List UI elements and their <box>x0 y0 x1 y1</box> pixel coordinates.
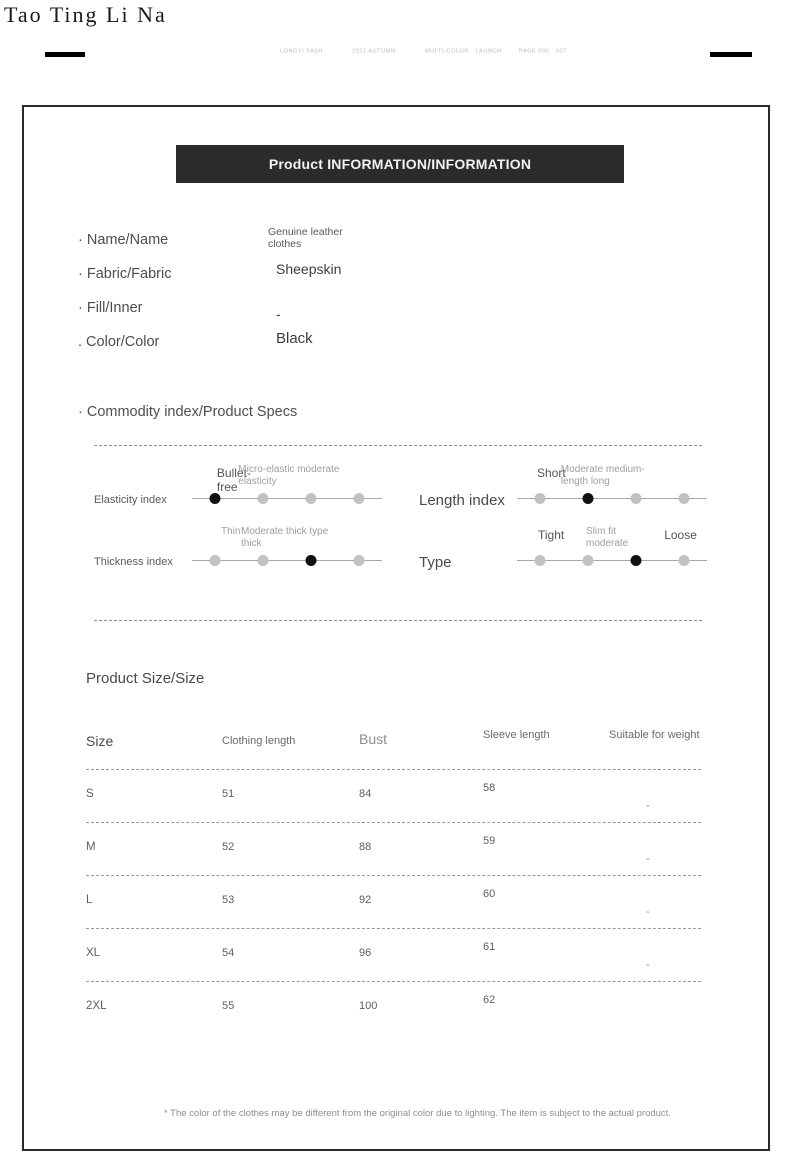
commodity-index-label: Type <box>419 554 452 571</box>
spec-label: · Name/Name <box>78 232 169 248</box>
header-rule-right <box>710 52 752 57</box>
table-cell: M <box>86 841 96 853</box>
slider-dot[interactable] <box>354 555 365 566</box>
spec-list <box>78 226 718 368</box>
table-cell: 60 <box>483 888 496 900</box>
table-cell: 100 <box>359 1000 378 1012</box>
slider-dot[interactable] <box>679 555 690 566</box>
table-row <box>86 769 701 822</box>
product-information-banner <box>176 145 624 183</box>
brand-title: Tao Ting Li Na <box>4 2 167 27</box>
table-cell: 61 <box>483 941 496 953</box>
spec-value: - <box>276 306 281 322</box>
spec-row <box>78 300 718 334</box>
table-cell: 62 <box>483 994 496 1006</box>
header-tag: 2021 AUTUMN <box>352 47 396 55</box>
table-column-header: Sleeve length <box>483 729 550 741</box>
commodity-index-slider[interactable] <box>517 524 707 570</box>
slider-dot[interactable] <box>534 555 545 566</box>
footer-disclaimer: * The color of the clothes may be different from the original color due to lighting. The item is subject to the actual product. <box>164 1108 671 1119</box>
slider-dot[interactable] <box>679 493 690 504</box>
table-cell: 58 <box>483 782 496 794</box>
slider-caption: Tight <box>538 528 565 542</box>
slider-dot[interactable] <box>354 493 365 504</box>
table-cell: - <box>646 959 650 971</box>
table-header-row <box>86 717 701 769</box>
commodity-index-label: Elasticity index <box>94 494 167 506</box>
spec-value: Black <box>276 330 313 347</box>
spec-row <box>78 261 718 300</box>
table-column-header: Size <box>86 733 114 749</box>
table-row <box>86 981 701 1034</box>
table-cell: 84 <box>359 788 372 800</box>
banner-title: Product INFORMATION/INFORMATION <box>268 156 532 172</box>
table-cell: - <box>646 853 650 865</box>
table-cell: 92 <box>359 894 372 906</box>
table-row <box>86 822 701 875</box>
commodity-index-slider[interactable] <box>517 462 707 508</box>
table-cell: 55 <box>222 1000 235 1012</box>
table-row <box>86 875 701 928</box>
commodity-index-slider[interactable] <box>192 462 382 508</box>
spec-value: Genuine leather clothes <box>268 226 343 251</box>
spec-label: · Fill/Inner <box>78 300 143 316</box>
divider-bottom <box>94 620 702 621</box>
spec-label: . Color/Color <box>78 334 160 350</box>
table-cell: - <box>646 906 650 918</box>
slider-caption: Bullet-free <box>216 466 251 495</box>
slider-dot[interactable] <box>534 493 545 504</box>
table-cell: 53 <box>222 894 235 906</box>
slider-caption: Thin <box>221 526 241 537</box>
slider-caption: Loose <box>664 528 697 542</box>
slider-dot[interactable] <box>257 493 268 504</box>
table-column-header: Clothing length <box>222 735 296 747</box>
slider-dot[interactable] <box>257 555 268 566</box>
table-cell: 88 <box>359 841 372 853</box>
spec-label: · Fabric/Fabric <box>78 266 172 282</box>
table-cell: 54 <box>222 947 235 959</box>
table-cell: 2XL <box>86 1000 107 1012</box>
header-tag: LONGYI FASH <box>280 47 324 55</box>
slider-dot[interactable] <box>209 555 220 566</box>
product-info-card <box>22 105 770 1151</box>
table-cell: - <box>646 800 650 812</box>
commodity-index-heading: · Commodity index/Product Specs <box>78 404 298 420</box>
table-cell: S <box>86 788 94 800</box>
table-cell: 51 <box>222 788 235 800</box>
slider-dot[interactable] <box>631 493 642 504</box>
size-table-heading: Product Size/Size <box>86 670 205 687</box>
slider-caption: Moderate thick type thick <box>241 526 329 549</box>
slider-dot-active[interactable] <box>582 493 593 504</box>
table-cell: L <box>86 894 93 906</box>
header-tag: MULTI-COLOR · LAUNCH <box>425 47 502 55</box>
header-tag-list <box>280 47 567 55</box>
slider-caption: Moderate medium-length long <box>560 464 645 487</box>
slider-caption: Micro-elastic moderate elasticity <box>238 464 340 487</box>
size-table <box>86 717 701 1034</box>
commodity-index-slider[interactable] <box>192 524 382 570</box>
table-row <box>86 928 701 981</box>
slider-caption: Slim fit moderate <box>586 526 629 549</box>
spec-row <box>78 330 718 368</box>
commodity-index-label: Length index <box>419 492 505 509</box>
slider-dot-active[interactable] <box>306 555 317 566</box>
header-tag: PAGE 006 · 007 <box>519 47 567 55</box>
spec-value: Sheepskin <box>276 261 342 277</box>
slider-dot[interactable] <box>306 493 317 504</box>
spec-row <box>78 226 718 266</box>
slider-dot-active[interactable] <box>631 555 642 566</box>
table-cell: XL <box>86 947 101 959</box>
table-column-header: Bust <box>359 731 388 747</box>
table-cell: 59 <box>483 835 496 847</box>
table-column-header: Suitable for weight <box>609 729 700 741</box>
header-rule-left <box>45 52 85 57</box>
commodity-index-label: Thickness index <box>94 556 173 568</box>
slider-dot[interactable] <box>582 555 593 566</box>
table-cell: 52 <box>222 841 235 853</box>
table-cell: 96 <box>359 947 372 959</box>
divider-top <box>94 445 702 446</box>
slider-caption: Short <box>537 466 566 480</box>
